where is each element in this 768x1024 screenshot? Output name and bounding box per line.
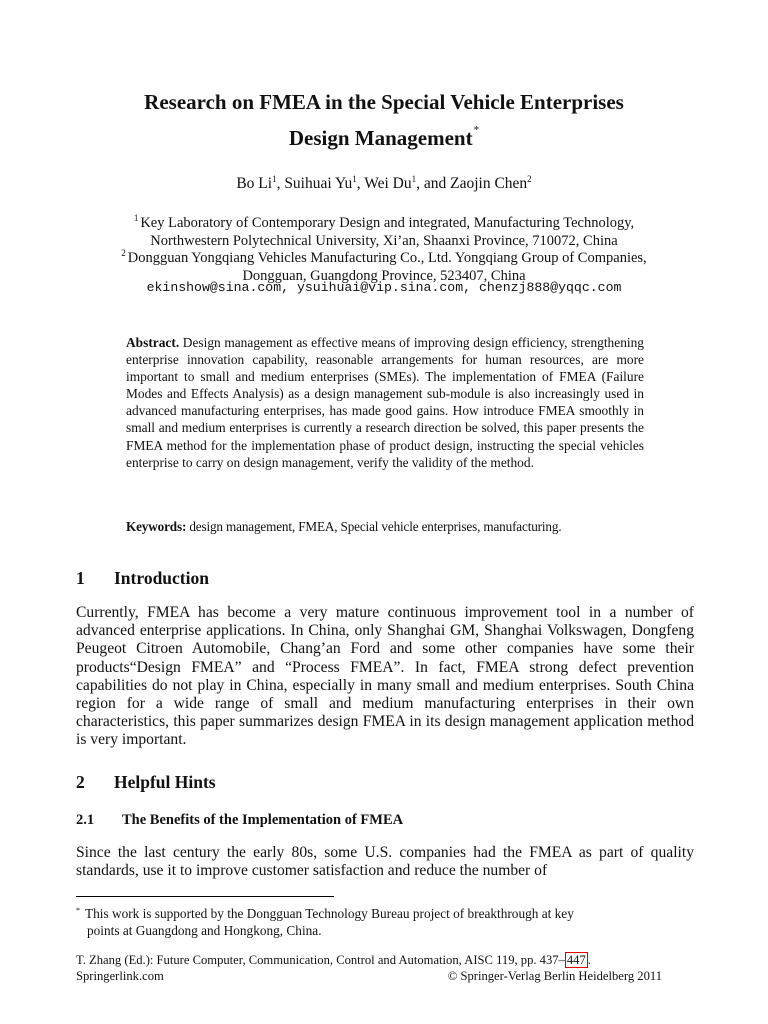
- section-heading-introduction: [76, 568, 209, 589]
- author-name: Suihuai Yu: [284, 175, 353, 192]
- affiliation-line: Dongguan, Guangdong Province, 523407, China: [242, 267, 526, 284]
- benefits-paragraph: Since the last century the early 80s, some U.S. companies had the FMEA as part of quality standards, use it to improve customer satisfaction and reduce the number of: [76, 844, 694, 880]
- author-separator: ,: [356, 175, 365, 192]
- author-name: Zaojin Chen: [450, 175, 528, 192]
- paper-title-line-2: [0, 116, 768, 153]
- affiliation-mark: 2: [121, 248, 126, 258]
- keywords-label: Keywords:: [126, 519, 187, 534]
- paper-title-text: Design Management: [288, 126, 473, 150]
- affiliation-line: Dongguan Yongqiang Vehicles Manufacturing Co., Ltd. Yongqiang Group of Companies,: [127, 250, 647, 266]
- author-emails: ekinshow@sina.com, ysuihuai@vip.sina.com, chenzj888@yqqc.com: [146, 280, 622, 295]
- author-list: [0, 174, 768, 193]
- section-heading-helpful-hints: [76, 772, 216, 793]
- section-title: Introduction: [114, 568, 209, 588]
- subsection-heading-benefits: [76, 812, 403, 829]
- author-affiliation-mark: 2: [527, 174, 532, 184]
- citation-text: T. Zhang (Ed.): Future Computer, Communication, Control and Automation, AISC 119, pp. 437–: [76, 953, 565, 967]
- title-footnote-mark: *: [473, 124, 480, 136]
- footnote-divider: [76, 896, 334, 897]
- affiliation-line: Key Laboratory of Contemporary Design and integrated, Manufacturing Technology,: [140, 215, 635, 231]
- keywords-text: design management, FMEA, Special vehicle enterprises, manufacturing.: [189, 519, 562, 534]
- footnote-line: points at Guangdong and Hongkong, China.: [87, 923, 322, 938]
- author-affiliation-mark: 1: [352, 174, 357, 184]
- keywords: [126, 519, 644, 535]
- introduction-paragraph: Currently, FMEA has become a very mature continuous improvement tool in a number of advanced enterprise applications. In China, only Shanghai GM, Shanghai Volkswagen, Dongfeng Peugeot Citroen Automobile, Chang’an Ford and some other companies have some their products“Design FMEA” and “Process FMEA”. In fact, FMEA strong defect prevention capabilities do not play in China, especially in many small and medium enterprises. South China region for a wide range of small and medium manufacturing enterprises in their own characteristics, this paper summarizes design FMEA in its design management application method is very important.: [76, 604, 694, 749]
- footnote-line: This work is supported by the Dongguan Technology Bureau project of breakthrough at key: [85, 906, 574, 921]
- abstract: [126, 334, 644, 471]
- section-number: 2: [76, 772, 85, 792]
- subsection-title: The Benefits of the Implementation of FMEA: [122, 812, 404, 828]
- citation-line: [76, 953, 591, 969]
- author-name: Wei Du: [364, 175, 412, 192]
- citation-end: .: [587, 953, 591, 967]
- page-range-link[interactable]: 447: [566, 953, 586, 967]
- page-footer: [76, 953, 662, 984]
- author-affiliation-mark: 1: [272, 174, 277, 184]
- copyright-notice: © Springer-Verlag Berlin Heidelberg 2011: [447, 968, 662, 983]
- author-separator: , and: [416, 175, 451, 192]
- affiliation-2: [0, 245, 768, 285]
- author-affiliation-mark: 1: [411, 174, 417, 184]
- paper-title-line-1: Research on FMEA in the Special Vehicle Enterprises: [144, 90, 624, 114]
- abstract-text: Design management as effective means of improving design efficiency, strengthening enterprise innovation capability, reasonable arrangements for human resources, are more important to small and medium enterprises (SMEs). The implementation of FMEA (Failure Modes and Effects Analysis) as a design management sub-module is also increasingly used in advanced manufacturing enterprises, has made good gains. How introduce FMEA smoothly in small and medium enterprises is currently a research direction be solved, this paper presents the FMEA method for the implementation phase of product design, instructing the special vehicles enterprise to carry on design management, verify the validity of the method.: [126, 335, 645, 470]
- subsection-number: 2.1: [76, 812, 95, 828]
- affiliation-line: Northwestern Polytechnical University, Xi’an, Shaanxi Province, 710072, China: [150, 232, 618, 249]
- footnote-mark: *: [76, 906, 80, 915]
- publisher-site: Springerlink.com: [76, 968, 164, 983]
- section-title: Helpful Hints: [114, 772, 216, 792]
- affiliation-1: [0, 210, 768, 250]
- footnote: [76, 902, 696, 939]
- affiliation-mark: 1: [133, 213, 139, 223]
- section-number: 1: [76, 568, 85, 588]
- author-name: Bo Li: [236, 175, 273, 192]
- author-separator: ,: [276, 175, 285, 192]
- abstract-label: Abstract.: [126, 335, 180, 350]
